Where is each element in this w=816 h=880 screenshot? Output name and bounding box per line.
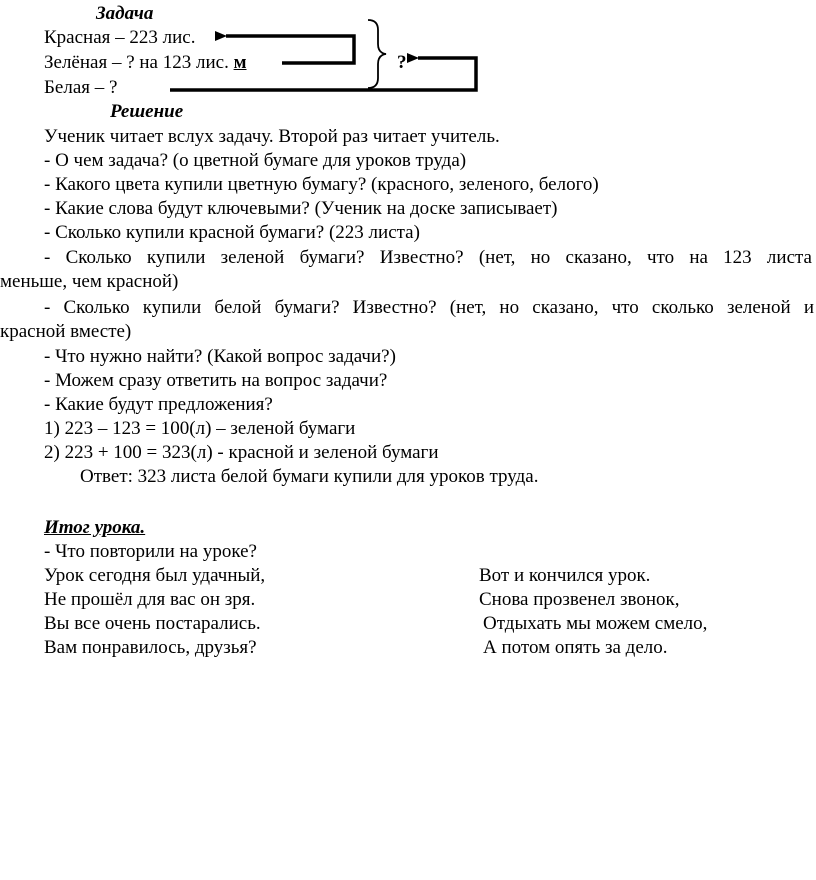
solution-line-4: - Какие слова будут ключевыми? (Ученик на доске записывает) [44, 198, 558, 219]
solution-line-2: - О чем задача? (о цветной бумаге для уроков труда) [44, 150, 467, 171]
summary-heading: Итог урока. [44, 517, 146, 538]
task-line-green-text: Зелёная – ? на 123 лис. [44, 52, 234, 73]
solution-green-question: - Сколько купили зеленой бумаги? Известно? (нет, но сказано, что на 123 листа [44, 247, 812, 268]
poem-right-line-1: Вот и кончился урок. [479, 565, 651, 586]
solution-line-after-3: - Какие будут предложения? [44, 394, 273, 415]
poem-right-line-4: А потом опять за дело. [483, 637, 668, 658]
solution-heading: Решение [110, 101, 184, 122]
poem-left-line-2: Не прошёл для вас он зря. [44, 589, 256, 610]
solution-green-question-cont: меньше, чем красной) [0, 271, 179, 292]
curly-brace [368, 20, 386, 88]
solution-answer: Ответ: 323 листа белой бумаги купили для уроков труда. [80, 466, 539, 487]
task-line-white: Белая – ? [44, 77, 118, 98]
task-question-mark: ? [397, 52, 407, 73]
poem-left-line-1: Урок сегодня был удачный, [44, 565, 266, 586]
solution-white-question: - Сколько купили белой бумаги? Известно? (нет, но сказано, что сколько зеленой и [44, 297, 814, 318]
solution-line-after-4: 1) 223 – 123 = 100(л) – зеленой бумаги [44, 418, 356, 439]
task-line-red: Красная – 223 лис. [44, 27, 196, 48]
solution-white-question-cont: красной вместе) [0, 321, 132, 342]
poem-left-line-4: Вам понравилось, друзья? [44, 637, 257, 658]
summary-question: - Что повторили на уроке? [44, 541, 257, 562]
poem-left-line-3: Вы все очень постарались. [44, 613, 261, 634]
poem-right-line-3: Отдыхать мы можем смело, [483, 613, 708, 634]
poem-right-line-2: Снова прозвенел звонок, [479, 589, 680, 610]
solution-line-after-5: 2) 223 + 100 = 323(л) - красной и зеленой бумаги [44, 442, 439, 463]
solution-line-1: Ученик читает вслух задачу. Второй раз читает учитель. [44, 126, 500, 147]
solution-line-after-1: - Что нужно найти? (Какой вопрос задачи?) [44, 346, 396, 367]
solution-line-3: - Какого цвета купили цветную бумагу? (красного, зеленого, белого) [44, 174, 599, 195]
task-line-green-marker: м [233, 52, 247, 73]
solution-line-5: - Сколько купили красной бумаги? (223 листа) [44, 222, 420, 243]
solution-line-after-2: - Можем сразу ответить на вопрос задачи? [44, 370, 388, 391]
task-heading: Задача [96, 3, 154, 24]
task-line-green [44, 51, 247, 74]
